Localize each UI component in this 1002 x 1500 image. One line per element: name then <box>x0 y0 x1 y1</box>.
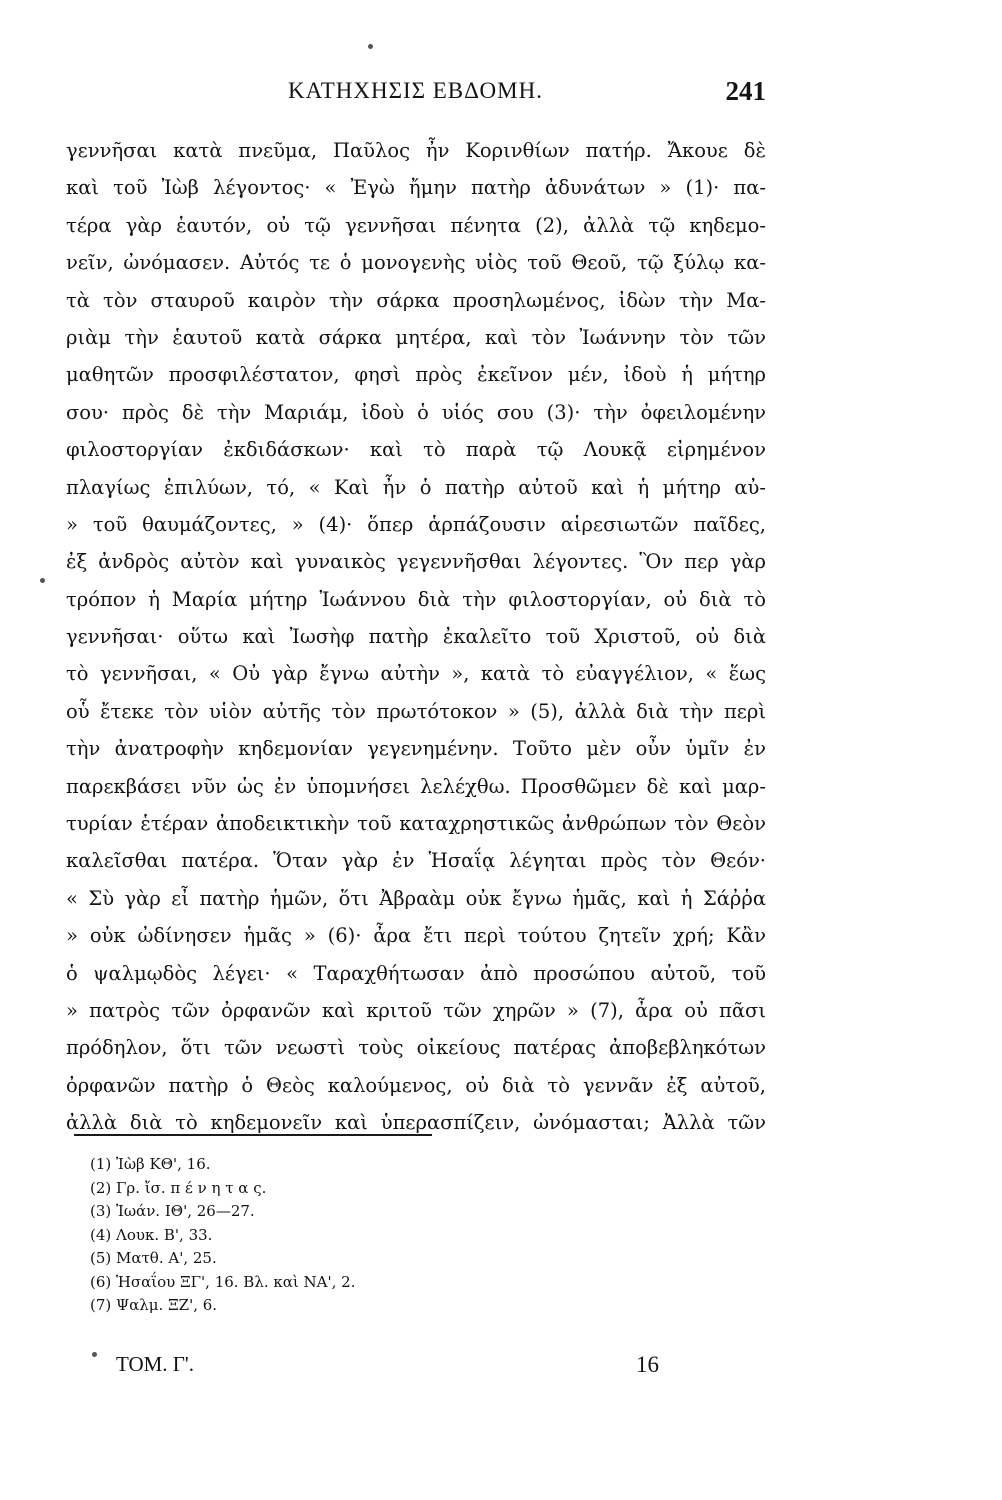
footnotes <box>90 1153 590 1318</box>
text-line: ριὰμ τὴν ἑαυτοῦ κατὰ σάρκα μητέρα, καὶ τὸν Ἰωάννην τὸν τῶν <box>66 325 766 349</box>
text-line: καὶ τοῦ Ἰὼβ λέγοντος· « Ἐγὼ ἤμην πατὴρ ἀδυνάτων » (1)· πα- <box>66 176 766 200</box>
volume-label: ΤΟΜ. Γ'. <box>116 1352 194 1376</box>
text-line: τὰ τὸν σταυροῦ καιρὸν τὴν σάρκα προσηλωμένος, ἰδὼν τὴν Μα- <box>66 288 766 312</box>
footnote: (6) Ἡσαΐου ΞΓ', 16. Βλ. καὶ ΝΑ', 2. <box>90 1272 356 1291</box>
page-number: 241 <box>725 76 766 106</box>
text-line: οὗ ἔτεκε τὸν υἱὸν αὐτῆς τὸν πρωτότοκον » (5), ἀλλὰ διὰ τὴν περὶ <box>66 699 766 723</box>
signature-number: 16 <box>636 1352 659 1377</box>
text-line: πρόδηλον, ὅτι τῶν νεωστὶ τοὺς οἰκείους πατέρας ἀποβεβληκότων <box>66 1036 766 1060</box>
text-line: ἐξ ἀνδρὸς αὐτὸν καὶ γυναικὸς γεγεννῆσθαι λέγοντες. Ὃν περ γὰρ <box>66 550 766 574</box>
text-line: τρόπον ἡ Μαρία μήτηρ Ἰωάννου διὰ τὴν φιλοστοργίαν, οὐ διὰ τὸ <box>66 587 766 611</box>
ink-speck <box>40 578 45 583</box>
text-line: ὁ ψαλμῳδὸς λέγει· « Ταραχθήτωσαν ἀπὸ προσώπου αὐτοῦ, τοῦ <box>66 961 766 985</box>
text-line: τέρα γὰρ ἑαυτόν, οὐ τῷ γεννῆσαι πένητα (2), ἀλλὰ τῷ κηδεμο- <box>66 213 766 237</box>
text-line: πλαγίως ἐπιλύων, τό, « Καὶ ἦν ὁ πατὴρ αὐτοῦ καὶ ἡ μήτηρ αὐ- <box>66 475 766 499</box>
text-line: « Σὺ γὰρ εἶ πατὴρ ἡμῶν, ὅτι Ἀβραὰμ οὐκ ἔγνω ἡμᾶς, καὶ ἡ Σάῤῥα <box>66 886 766 910</box>
footnote: (2) Γρ. ἴσ. π έ ν η τ α ς. <box>90 1178 267 1197</box>
text-line: » πατρὸς τῶν ὀρφανῶν καὶ κριτοῦ τῶν χηρῶν » (7), ἆρα οὐ πᾶσι <box>66 998 766 1022</box>
footnote-divider <box>74 1134 432 1136</box>
text-line: γεννῆσαι κατὰ πνεῦμα, Παῦλος ἦν Κορινθίων πατήρ. Ἄκουε δὲ <box>66 139 766 162</box>
text-line: νεῖν, ὠνόμασεν. Αὐτός τε ὁ μονογενὴς υἱὸς τοῦ Θεοῦ, τῷ ξύλῳ κα- <box>66 251 766 275</box>
text-line: γεννῆσαι· οὕτω καὶ Ἰωσὴφ πατὴρ ἐκαλεῖτο τοῦ Χριστοῦ, οὐ διὰ <box>66 625 766 649</box>
running-title: ΚΑΤΗΧΗΣΙΣ ΕΒΔΟΜΗ. <box>288 78 543 103</box>
text-line: » οὐκ ὠδίνησεν ἡμᾶς » (6)· ἆρα ἔτι περὶ τούτου ζητεῖν χρή; Κἂν <box>66 924 766 948</box>
text-line: » τοῦ θαυμάζοντες, » (4)· ὅπερ ἁρπάζουσιν αἱρεσιωτῶν παῖδες, <box>66 512 766 536</box>
footnote: (4) Λουκ. Β', 33. <box>90 1225 213 1244</box>
ink-speck <box>92 1352 97 1357</box>
footnote: (3) Ἰωάν. ΙΘ', 26—27. <box>90 1202 255 1220</box>
text-line: τὴν ἀνατροφὴν κηδεμονίαν γεγενημένην. Τοῦτο μὲν οὖν ὑμῖν ἐν <box>66 737 766 761</box>
running-head <box>66 76 766 116</box>
text-line: καλεῖσθαι πατέρα. Ὅταν γὰρ ἐν Ἡσαΐᾳ λέγηται πρὸς τὸν Θεόν· <box>66 849 766 873</box>
text-line: παρεκβάσει νῦν ὡς ἐν ὑπομνήσει λελέχθω. Προσθῶμεν δὲ καὶ μαρ- <box>66 774 766 798</box>
text-line: τὸ γεννῆσαι, « Οὐ γὰρ ἔγνω αὐτὴν », κατὰ τὸ εὐαγγέλιον, « ἕως <box>66 662 766 686</box>
text-line: ὀρφανῶν πατὴρ ὁ Θεὸς καλούμενος, οὐ διὰ τὸ γεννᾶν ἐξ αὐτοῦ, <box>66 1073 766 1097</box>
text-line: τυρίαν ἑτέραν ἀποδεικτικὴν τοῦ καταχρηστικῶς ἀνθρώπων τὸν Θεὸν <box>66 812 766 836</box>
text-line: σου· πρὸς δὲ τὴν Μαριάμ, ἰδοὺ ὁ υἱός σου (3)· τὴν ὀφειλομένην <box>66 400 766 424</box>
body-text <box>66 132 766 1142</box>
text-line: ἀλλὰ διὰ τὸ κηδεμονεῖν καὶ ὑπερασπίζειν, ὠνόμασται; Ἀλλὰ τῶν <box>66 1111 766 1135</box>
text-line: φιλοστοργίαν ἐκδιδάσκων· καὶ τὸ παρὰ τῷ Λουκᾷ εἰρημένον <box>66 438 766 462</box>
ink-speck <box>368 44 373 49</box>
footnote: (5) Ματθ. Α', 25. <box>90 1249 217 1267</box>
footnote: (7) Ψαλμ. ΞΖ', 6. <box>90 1296 218 1314</box>
printer-signature <box>96 1352 676 1386</box>
text-line: μαθητῶν προσφιλέστατον, φησὶ πρὸς ἐκεῖνον μέν, ἰδοὺ ἡ μήτηρ <box>66 363 766 387</box>
footnote: (1) Ἰὼβ ΚΘ', 16. <box>90 1155 211 1173</box>
